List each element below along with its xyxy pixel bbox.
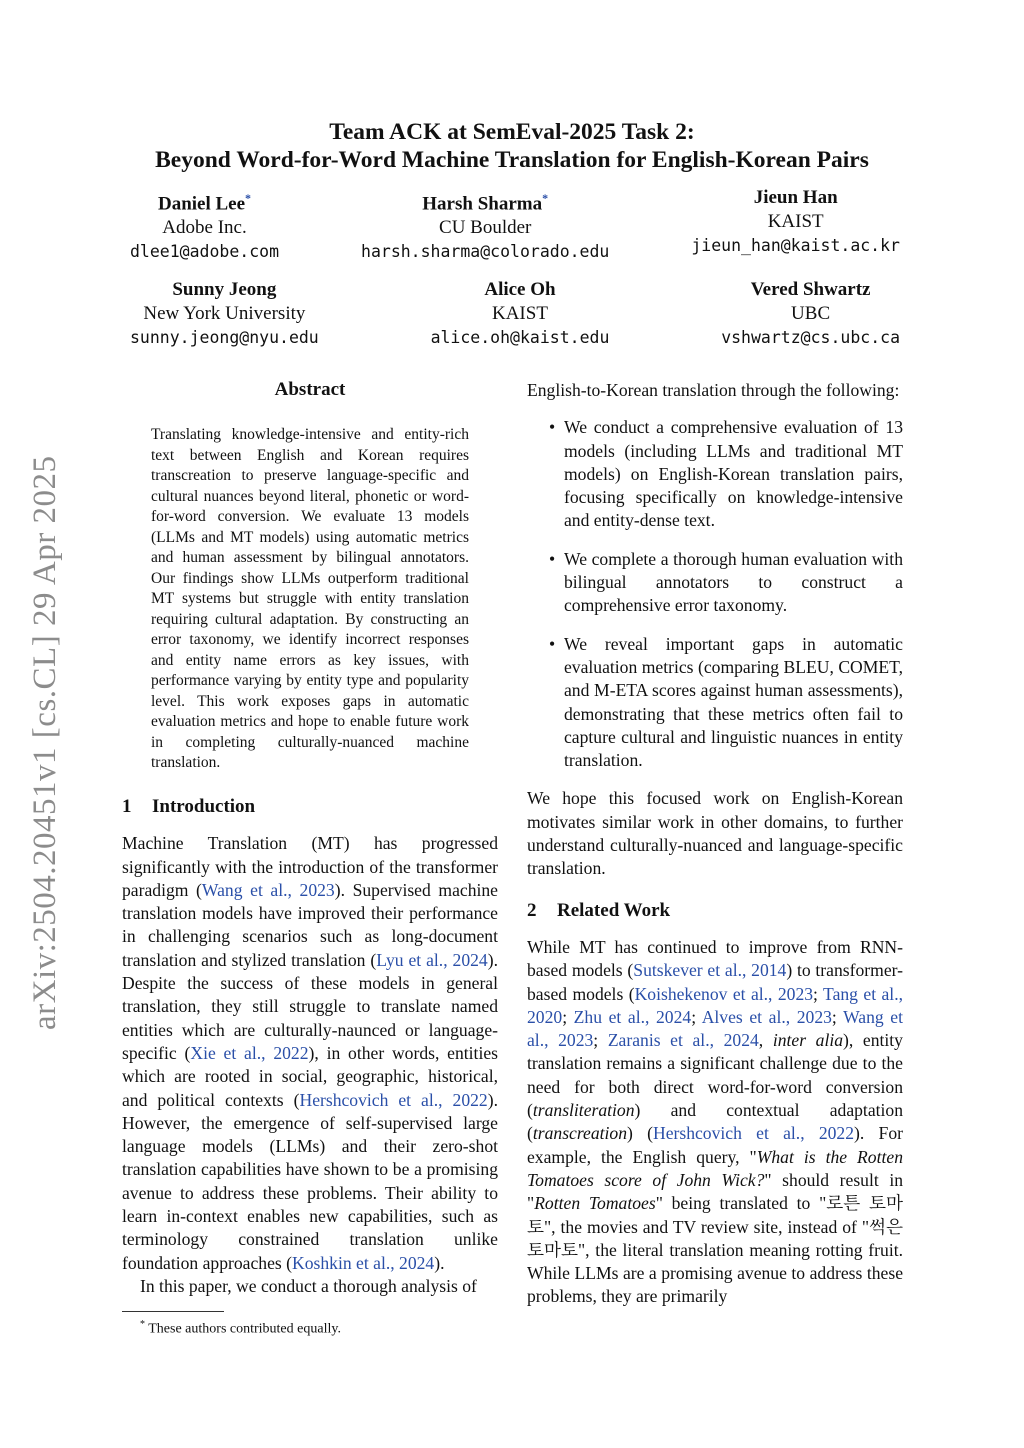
footnote [140,1316,341,1339]
body-text: ; [691,1006,702,1027]
author-email[interactable]: vshwartz@cs.ubc.ca [721,328,900,347]
section-number: 2 [527,899,537,921]
citation-link[interactable]: Lyu et al., 2024 [376,949,488,970]
body-text: ), entity translation remains a significant challenge due to the need for both direct word-for-word conversion ( [527,1030,903,1121]
author-block [721,278,900,350]
list-item [527,416,903,532]
author-affiliation: CU Boulder [439,217,532,239]
author-email[interactable]: alice.oh@kaist.edu [430,328,610,347]
section-heading [527,899,903,922]
body-text: ; [562,1006,574,1027]
equal-contribution-mark: * [542,191,549,205]
list-item [527,548,903,618]
body-text: ; [831,1006,844,1027]
body-text: ) and contextual adaptation ( [527,1100,903,1144]
list-item [527,633,903,773]
citation-link[interactable]: Wang et al., 2023 [527,1006,903,1051]
citation-link[interactable]: Tang et al., 2020 [527,983,903,1027]
body-text: ). Despite the success of these models in general translation, they still struggle to translate named entities which are culturally-naunced or language-specific ( [122,949,498,1063]
section-number: 1 [122,796,132,817]
citation-link[interactable]: Xie et al., 2022 [190,1042,309,1063]
body-text: ) ( [627,1123,653,1144]
body-text: ). However, the emergence of self-supervised large language models (LLMs) and their zero-shot translation capabilities have shown to be a promising avenue to address these problems. Their ability to learn in-context enables new capabilities, such as terminology constrained translation unlike foundation approaches ( [122,1089,498,1273]
body-text: While MT has continued to improve from RNN-based models ( [527,936,903,981]
bullet-icon: • [549,417,556,438]
author-name: Sunny Jeong [172,279,277,300]
title-line-2: Beyond Word-for-Word Machine Translation for English-Korean Pairs [155,147,869,173]
intro-paragraph [122,832,498,1275]
body-text: ; [593,1030,608,1051]
author-block [691,186,900,264]
body-text: ). [434,1252,445,1273]
body-text: ). Supervised machine translation models have improved their performance in challenging scenarios such as long-document translation and stylized translation ( [122,879,498,970]
author-name: Daniel Lee [157,193,246,215]
citation-link[interactable]: Alves et al., 2023 [701,1006,832,1027]
section-heading [122,795,498,818]
intro-paragraph-2: In this paper, we conduct a thorough analysis of [140,1275,477,1296]
section-title: Introduction [152,796,256,817]
body-text: " should result in " [527,1169,904,1214]
citation-link[interactable]: Wang et al., 2023 [201,879,335,900]
list-item-text: We complete a thorough human evaluation with bilingual annotators to construct a comprehensive error taxonomy. [564,548,903,616]
body-text: ), in other words, entities which are rooted in social, geographic, historical, and political contexts ( [122,1042,498,1110]
footnote-mark: * [140,1319,145,1330]
body-text-italic: transcreation [532,1123,628,1144]
citation-link[interactable]: Zaranis et al., 2024 [607,1030,759,1051]
body-text: ) to transformer-based models ( [527,960,903,1004]
citation-link[interactable]: Koishekenov et al., 2023 [634,983,814,1004]
related-work-paragraph [527,936,903,1309]
introduction-section [122,795,498,1298]
arxiv-identifier: arXiv:2504.20451v1 [cs.CL] 29 Apr 2025 [27,455,63,1030]
author-name: Jieun Han [753,187,838,208]
author-block [361,186,609,264]
list-item-text: We reveal important gaps in automatic evaluation metrics (comparing BLEU, COMET, and M-ETA scores against human assessments), demonstrating that these metrics often fail to capture cultural and linguistic nuances in entity translation. [564,633,903,771]
citation-link[interactable]: Hershcovich et al., 2022 [299,1089,488,1110]
author-email[interactable]: jieun_han@kaist.ac.kr [691,236,900,255]
body-text-italic: What is the Rotten Tomatoes score of John Wick? [527,1146,903,1190]
body-text: ; [813,983,824,1004]
body-text-italic: inter alia [772,1030,844,1051]
author-email[interactable]: sunny.jeong@nyu.edu [130,328,319,347]
author-affiliation: KAIST [767,211,824,232]
author-block [431,278,610,350]
contributions-intro: English-to-Korean translation through the following: [527,380,900,400]
author-affiliation: UBC [791,303,831,324]
author-affiliation: Adobe Inc. [162,217,247,239]
title-line-1: Team ACK at SemEval-2025 Task 2: [329,119,695,145]
body-text: " being translated to "로튼 토마토", the movies and TV review site, instead of "썩은 토마토", the literal translation meaning rotting fruit. While LLMs are a promising avenue to address these problems, they are primarily [527,1193,903,1307]
citation-link[interactable]: Zhu et al., 2024 [573,1006,692,1027]
author-affiliation: New York University [143,303,306,324]
body-text-italic: Rotten Tomatoes [534,1193,656,1214]
author-affiliation: KAIST [491,303,548,324]
author-block [130,186,279,264]
author-name: Harsh Sharma [422,193,543,215]
bullet-icon: • [549,548,556,569]
body-text-italic: transliteration [532,1100,635,1121]
abstract-heading: Abstract [274,379,346,400]
authors-row-1 [130,186,900,264]
author-name: Vered Shwartz [750,279,871,300]
citation-link[interactable]: Koshkin et al., 2024 [292,1252,435,1273]
contributions-list [527,416,903,772]
authors-row-2 [130,278,900,350]
citation-link[interactable]: Hershcovich et al., 2022 [652,1123,855,1144]
body-text: Machine Translation (MT) has progressed significantly with the introduction of the transformer paradigm ( [122,833,498,900]
citation-link[interactable]: Sutskever et al., 2014 [633,960,787,981]
hope-paragraph: We hope this focused work on English-Korean motivates similar work in other domains, to further understand culturally-nuanced and language-specific translation. [527,788,903,879]
paper-title [0,118,1024,174]
bullet-icon: • [549,633,556,654]
section-title: Related Work [557,899,671,921]
author-email[interactable]: dlee1@adobe.com [130,242,280,262]
author-block [130,278,319,350]
author-email[interactable]: harsh.sharma@colorado.edu [361,242,610,262]
body-text: , [758,1030,773,1051]
equal-contribution-mark: * [245,191,252,205]
footnote-text: These authors contributed equally. [148,1321,341,1337]
author-name: Alice Oh [484,279,556,300]
body-text: ). For example, the English query, " [527,1123,903,1167]
abstract-body: Translating knowledge-intensive and entity-rich text between English and Korean requires transcreation to preserve language-specific and cultural nuances beyond literal, phonetic or word-for-word conversion. We evaluate 13 models (LLMs and MT models) using automatic metrics and human assessment by bilingual annotators. Our findings show LLMs outperform traditional MT systems but struggle with entity translation requiring cultural adaptation. By constructing an error taxonomy, we identify incorrect responses and entity name errors as key issues, with performance varying by entity type and popularity level. This work exposes gaps in automatic evaluation metrics and hope to enable future work in completing culturally-nuanced machine translation. [151,426,469,771]
list-item-text: We conduct a comprehensive evaluation of 13 models (including LLMs and traditional MT models) on English-Korean translation pairs, focusing specifically on knowledge-intensive and entity-dense text. [564,417,903,531]
footnote-rule [122,1311,224,1312]
right-column [527,379,903,1309]
